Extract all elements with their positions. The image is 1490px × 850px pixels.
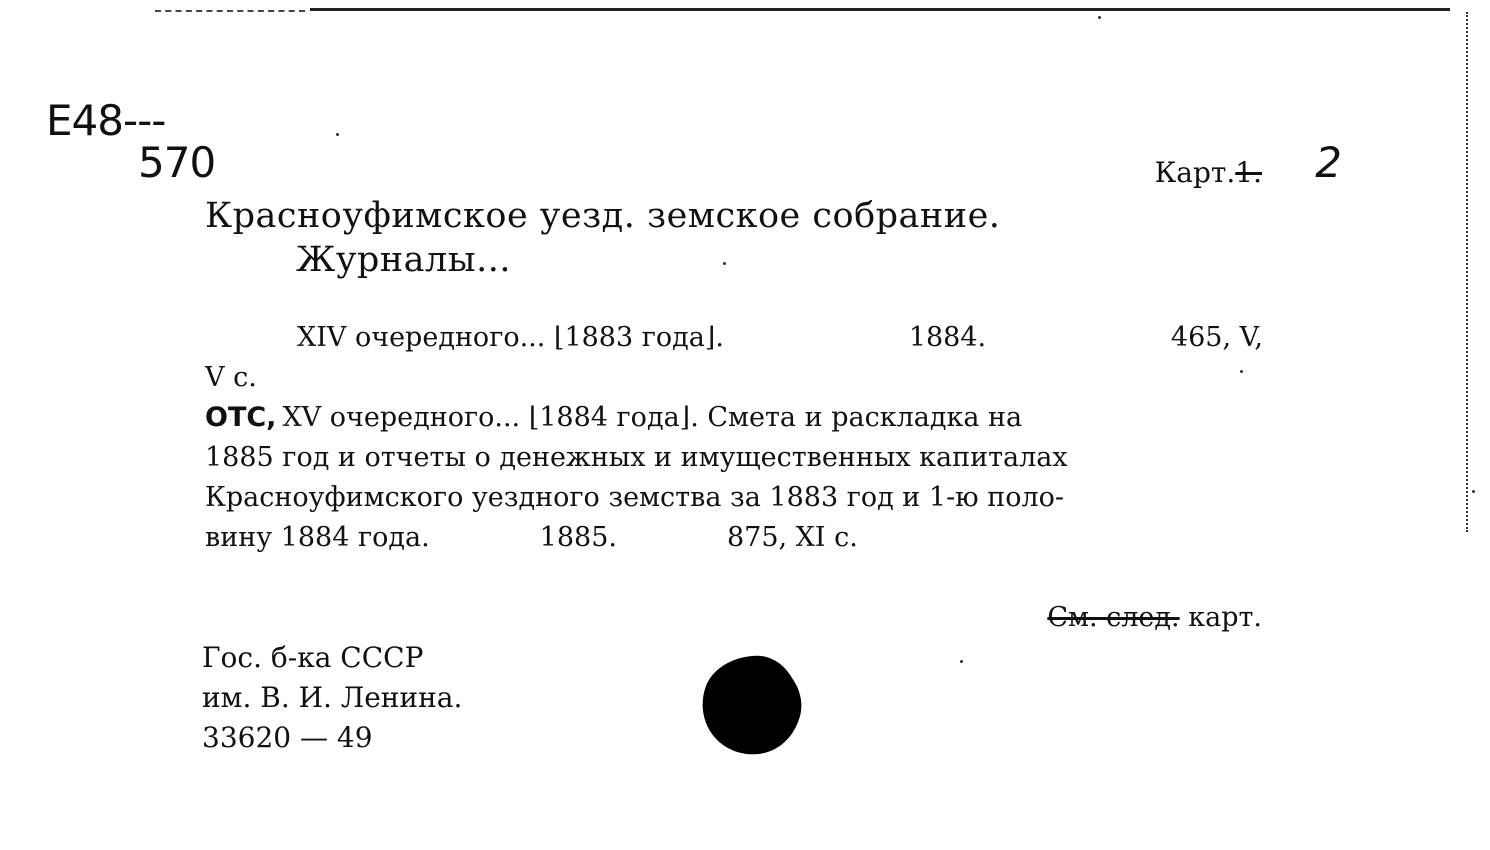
see-next-remaining: карт.: [1188, 602, 1262, 633]
shelf-mark-line2: 570: [138, 138, 216, 187]
library-line1: Гос. б-ка СССР: [202, 641, 424, 674]
entry1-line2: [205, 358, 1263, 398]
speck: [1472, 490, 1475, 493]
entry1-line1: [205, 318, 1263, 358]
speck: [1240, 370, 1243, 373]
card-number: [1155, 156, 1262, 189]
card-number-crossed: 1.: [1235, 156, 1262, 189]
entry2-text-2: 1885 год и отчеты о денежных и имущественных капиталах: [205, 442, 1068, 473]
speck: [336, 133, 339, 136]
library-line2: им. В. И. Ленина.: [202, 681, 463, 714]
entry2-line3: [205, 478, 1263, 518]
record-title: Красноуфимское уезд. земское собрание.: [205, 196, 1001, 236]
entry1-pages: 465, V,: [1170, 322, 1263, 353]
entry2-text-4: вину 1884 года.: [205, 522, 430, 553]
library-line3: 33620 — 49: [202, 721, 373, 754]
entry2-text-1: XV очередного... ⌊1884 года⌋. Смета и раскладка на: [282, 402, 1023, 433]
library-imprint: [202, 638, 462, 758]
entry2-line1: [205, 398, 1263, 438]
entry2-year: 1885.: [539, 522, 617, 553]
punch-hole: [700, 652, 804, 756]
shelf-mark-line1: Е48---: [46, 96, 166, 145]
record-entries: [205, 318, 1263, 558]
entry2-text-3: Красноуфимского уездного земства за 1883 год и 1-ю поло-: [205, 482, 1065, 513]
card-right-edge: [1466, 12, 1468, 532]
card-top-edge: [310, 8, 1450, 11]
card-top-edge-dashed: [155, 10, 305, 12]
card-number-label: Карт.: [1154, 156, 1236, 189]
entry1-pages-cont: V с.: [205, 362, 257, 393]
speck: [1098, 16, 1101, 19]
see-next-card: [1047, 602, 1262, 633]
entry2-line4: [205, 518, 1263, 558]
record-subtitle: Журналы...: [296, 240, 511, 280]
speck: [960, 660, 963, 663]
entry2-pages: 875, XI с.: [726, 522, 858, 553]
card-number-handwritten: 2: [1315, 138, 1342, 187]
entry1-description: XIV очередного... ⌊1883 года⌋.: [297, 322, 724, 353]
see-next-struck: См. след.: [1047, 602, 1180, 633]
entry1-year: 1884.: [908, 322, 987, 353]
speck: [723, 262, 726, 265]
entry2-line2: [205, 438, 1263, 478]
entry2-mark: ОТС,: [205, 402, 277, 433]
